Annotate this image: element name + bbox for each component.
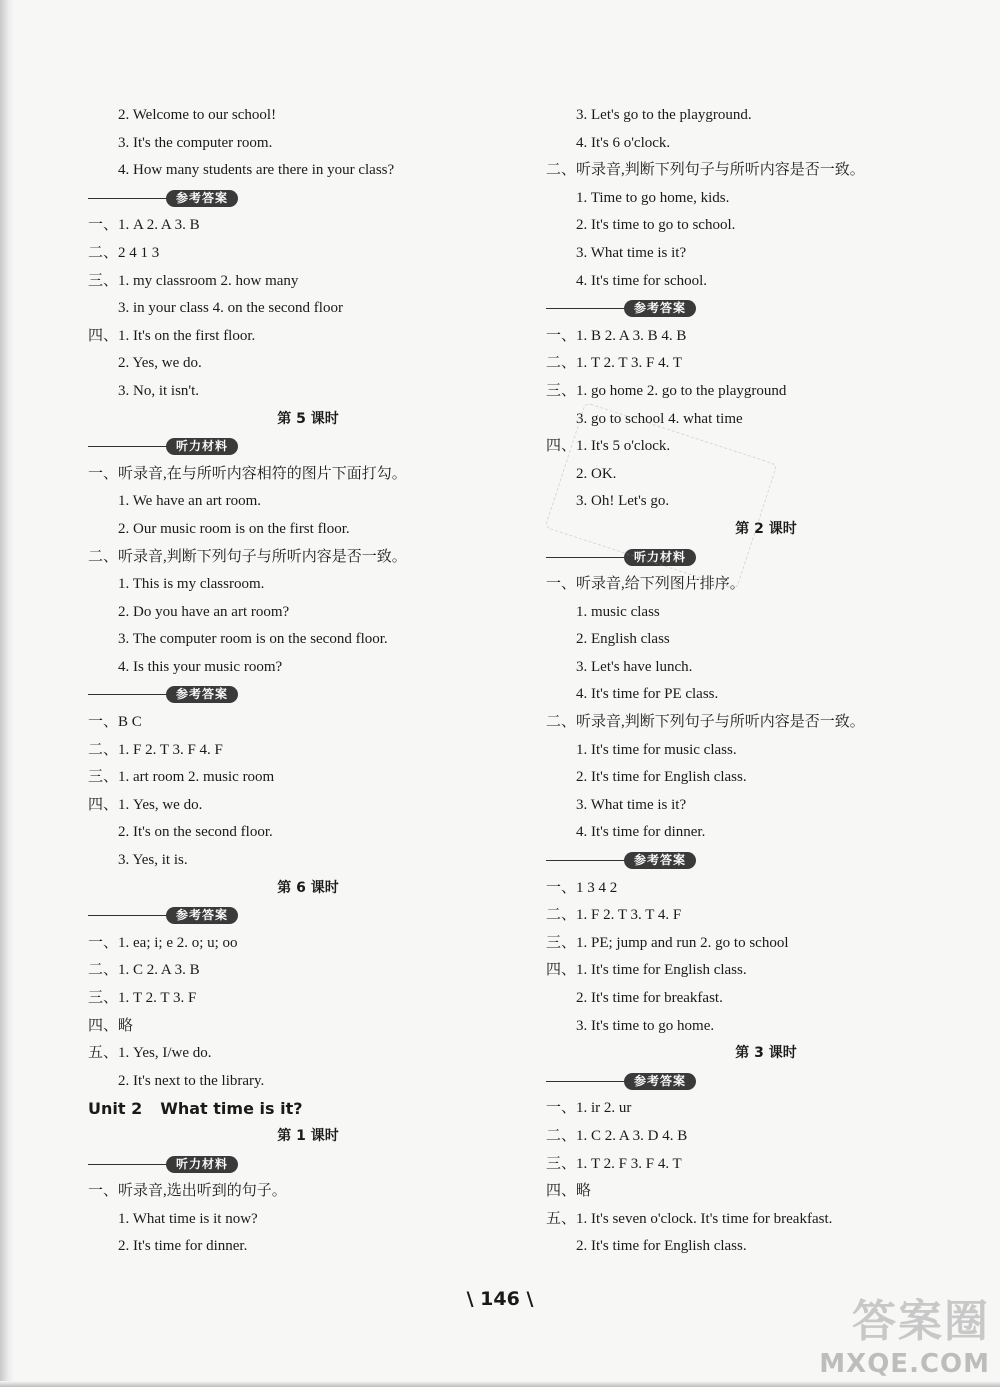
section-rule bbox=[546, 860, 626, 861]
answer-line: 一、B C bbox=[88, 714, 142, 731]
answer-line: 二、1. F 2. T 3. T 4. F bbox=[546, 907, 682, 924]
lesson-heading: 第 6 课时 bbox=[277, 879, 339, 896]
section-badge: 参考答案 bbox=[624, 852, 696, 869]
answer-line: 二、听录音,判断下列句子与所听内容是否一致。 bbox=[546, 162, 865, 179]
answer-item: 4. It's 6 o'clock. bbox=[576, 134, 671, 151]
answer-item: 2. It's next to the library. bbox=[118, 1072, 265, 1089]
answer-line: 二、2 4 1 3 bbox=[88, 244, 160, 261]
answer-line: 四、略 bbox=[546, 1183, 592, 1200]
section-badge: 听力材料 bbox=[166, 438, 238, 455]
answer-item: 3. It's time to go home. bbox=[576, 1017, 715, 1034]
answer-line: 二、听录音,判断下列句子与所听内容是否一致。 bbox=[546, 714, 865, 731]
answer-line: 四、1. It's on the first floor. bbox=[88, 327, 256, 344]
answer-item: 4. It's time for school. bbox=[576, 272, 708, 289]
section-badge-row bbox=[88, 185, 528, 213]
answer-item: 1. We have an art room. bbox=[118, 493, 262, 510]
answer-item: 3. Let's have lunch. bbox=[576, 658, 693, 675]
answer-item: 3. go to school 4. what time bbox=[576, 410, 743, 427]
answer-line: 三、1. PE; jump and run 2. go to school bbox=[546, 934, 789, 951]
answer-item: 3. No, it isn't. bbox=[118, 382, 200, 399]
answer-item: 2. It's time for English class. bbox=[576, 769, 747, 786]
answer-line: 四、1. It's time for English class. bbox=[546, 962, 747, 979]
unit-number: Unit 2 bbox=[88, 1099, 143, 1119]
answer-item: 2. It's time for English class. bbox=[576, 1238, 747, 1255]
unit-title bbox=[88, 1095, 528, 1123]
watermark-url: MXQE.COM bbox=[819, 1349, 990, 1379]
answer-line: 一、1 3 4 2 bbox=[546, 879, 618, 896]
section-badge-row bbox=[546, 847, 986, 875]
section-badge-row bbox=[88, 1151, 528, 1179]
answer-line: 三、1. my classroom 2. how many bbox=[88, 272, 299, 289]
section-badge: 参考答案 bbox=[624, 300, 696, 317]
section-rule bbox=[88, 198, 168, 199]
answer-item: 2. It's time for dinner. bbox=[118, 1238, 248, 1255]
answer-line: 三、1. T 2. F 3. F 4. T bbox=[546, 1155, 682, 1172]
left-column bbox=[88, 102, 528, 1261]
page-edge bbox=[0, 0, 14, 1387]
section-badge: 参考答案 bbox=[166, 907, 238, 924]
section-badge: 听力材料 bbox=[166, 1156, 238, 1173]
answer-item: 3. What time is it? bbox=[576, 796, 687, 813]
answer-line: 一、1. B 2. A 3. B 4. B bbox=[546, 327, 687, 344]
answer-item: 1. It's time for music class. bbox=[576, 741, 737, 758]
section-badge-row bbox=[546, 295, 986, 323]
section-badge-row bbox=[88, 433, 528, 461]
answer-item: 3. in your class 4. on the second floor bbox=[118, 300, 343, 317]
section-badge: 参考答案 bbox=[624, 1073, 696, 1090]
section-rule bbox=[88, 694, 168, 695]
answer-line: 二、1. T 2. T 3. F 4. T bbox=[546, 355, 682, 372]
section-rule bbox=[546, 557, 626, 558]
lesson-heading: 第 2 课时 bbox=[735, 520, 797, 537]
answer-line: 三、1. T 2. T 3. F bbox=[88, 990, 197, 1006]
answer-line: 四、1. Yes, we do. bbox=[88, 796, 203, 813]
answer-item: 2. OK. bbox=[576, 465, 617, 482]
answer-line: 二、听录音,判断下列句子与所听内容是否一致。 bbox=[88, 548, 407, 565]
answer-line: 二、1. F 2. T 3. F 4. F bbox=[88, 741, 223, 758]
section-badge-row bbox=[546, 1068, 986, 1096]
section-badge-row bbox=[88, 681, 528, 709]
lesson-heading: 第 3 课时 bbox=[735, 1045, 797, 1062]
answer-item: 1. What time is it now? bbox=[118, 1210, 258, 1227]
answer-item: 3. The computer room is on the second floor. bbox=[118, 631, 388, 648]
answer-line: 一、听录音,选出听到的句子。 bbox=[88, 1183, 287, 1200]
answer-line: 三、1. art room 2. music room bbox=[88, 769, 275, 786]
answer-line: 四、略 bbox=[88, 1017, 134, 1034]
answer-item: 1. music class bbox=[576, 603, 660, 620]
answer-item: 4. It's time for PE class. bbox=[576, 686, 719, 703]
section-badge: 听力材料 bbox=[624, 549, 696, 566]
section-rule bbox=[88, 1164, 168, 1165]
watermark-text: 答案圈 bbox=[852, 1296, 990, 1347]
answer-item: 2. Welcome to our school! bbox=[118, 107, 277, 123]
answer-item: 3. Yes, it is. bbox=[118, 852, 188, 869]
answer-item: 2. English class bbox=[576, 631, 670, 648]
section-rule bbox=[546, 308, 626, 309]
section-rule bbox=[546, 1081, 626, 1082]
answer-item: 1. This is my classroom. bbox=[118, 576, 265, 593]
answer-line: 一、听录音,在与所听内容相符的图片下面打勾。 bbox=[88, 465, 407, 482]
answer-line: 一、1. ea; i; e 2. o; u; oo bbox=[88, 934, 238, 951]
section-rule bbox=[88, 446, 168, 447]
section-badge-row bbox=[88, 902, 528, 930]
section-badge: 参考答案 bbox=[166, 190, 238, 207]
answer-item: 2. Do you have an art room? bbox=[118, 603, 290, 620]
answer-item: 2. It's on the second floor. bbox=[118, 824, 273, 841]
answer-line: 五、1. Yes, I/we do. bbox=[88, 1045, 212, 1062]
answer-line: 一、1. A 2. A 3. B bbox=[88, 217, 200, 234]
answer-line: 三、1. go home 2. go to the playground bbox=[546, 382, 787, 399]
answer-item: 1. Time to go home, kids. bbox=[576, 189, 730, 206]
answer-line: 一、1. ir 2. ur bbox=[546, 1100, 632, 1117]
section-badge: 参考答案 bbox=[166, 686, 238, 703]
answer-item: 3. What time is it? bbox=[576, 244, 687, 261]
answer-line: 一、听录音,给下列图片排序。 bbox=[546, 576, 745, 593]
answer-line: 二、1. C 2. A 3. D 4. B bbox=[546, 1127, 688, 1144]
unit-name: What time is it? bbox=[160, 1099, 303, 1119]
answer-item: 2. It's time for breakfast. bbox=[576, 990, 723, 1006]
answer-line: 四、1. It's 5 o'clock. bbox=[546, 438, 671, 455]
answer-line: 五、1. It's seven o'clock. It's time for breakfast. bbox=[546, 1210, 833, 1227]
answer-item: 3. Oh! Let's go. bbox=[576, 493, 670, 510]
answer-item: 4. It's time for dinner. bbox=[576, 824, 706, 841]
right-column bbox=[546, 102, 986, 1261]
answer-item: 4. Is this your music room? bbox=[118, 658, 283, 675]
bottom-edge bbox=[0, 1381, 1000, 1387]
section-rule bbox=[88, 915, 168, 916]
answer-item: 3. It's the computer room. bbox=[118, 134, 273, 151]
answer-item: 2. Our music room is on the first floor. bbox=[118, 520, 350, 537]
lesson-heading: 第 5 课时 bbox=[277, 410, 339, 427]
answer-item: 3. Let's go to the playground. bbox=[576, 107, 752, 123]
lesson-heading: 第 1 课时 bbox=[277, 1127, 339, 1144]
answer-item: 2. Yes, we do. bbox=[118, 355, 202, 372]
answer-item: 4. How many students are there in your class? bbox=[118, 162, 395, 179]
page-number: \ 146 \ bbox=[466, 1288, 534, 1310]
watermark-logo bbox=[819, 1285, 990, 1379]
answer-item: 2. It's time to go to school. bbox=[576, 217, 736, 234]
answer-line: 二、1. C 2. A 3. B bbox=[88, 962, 200, 979]
